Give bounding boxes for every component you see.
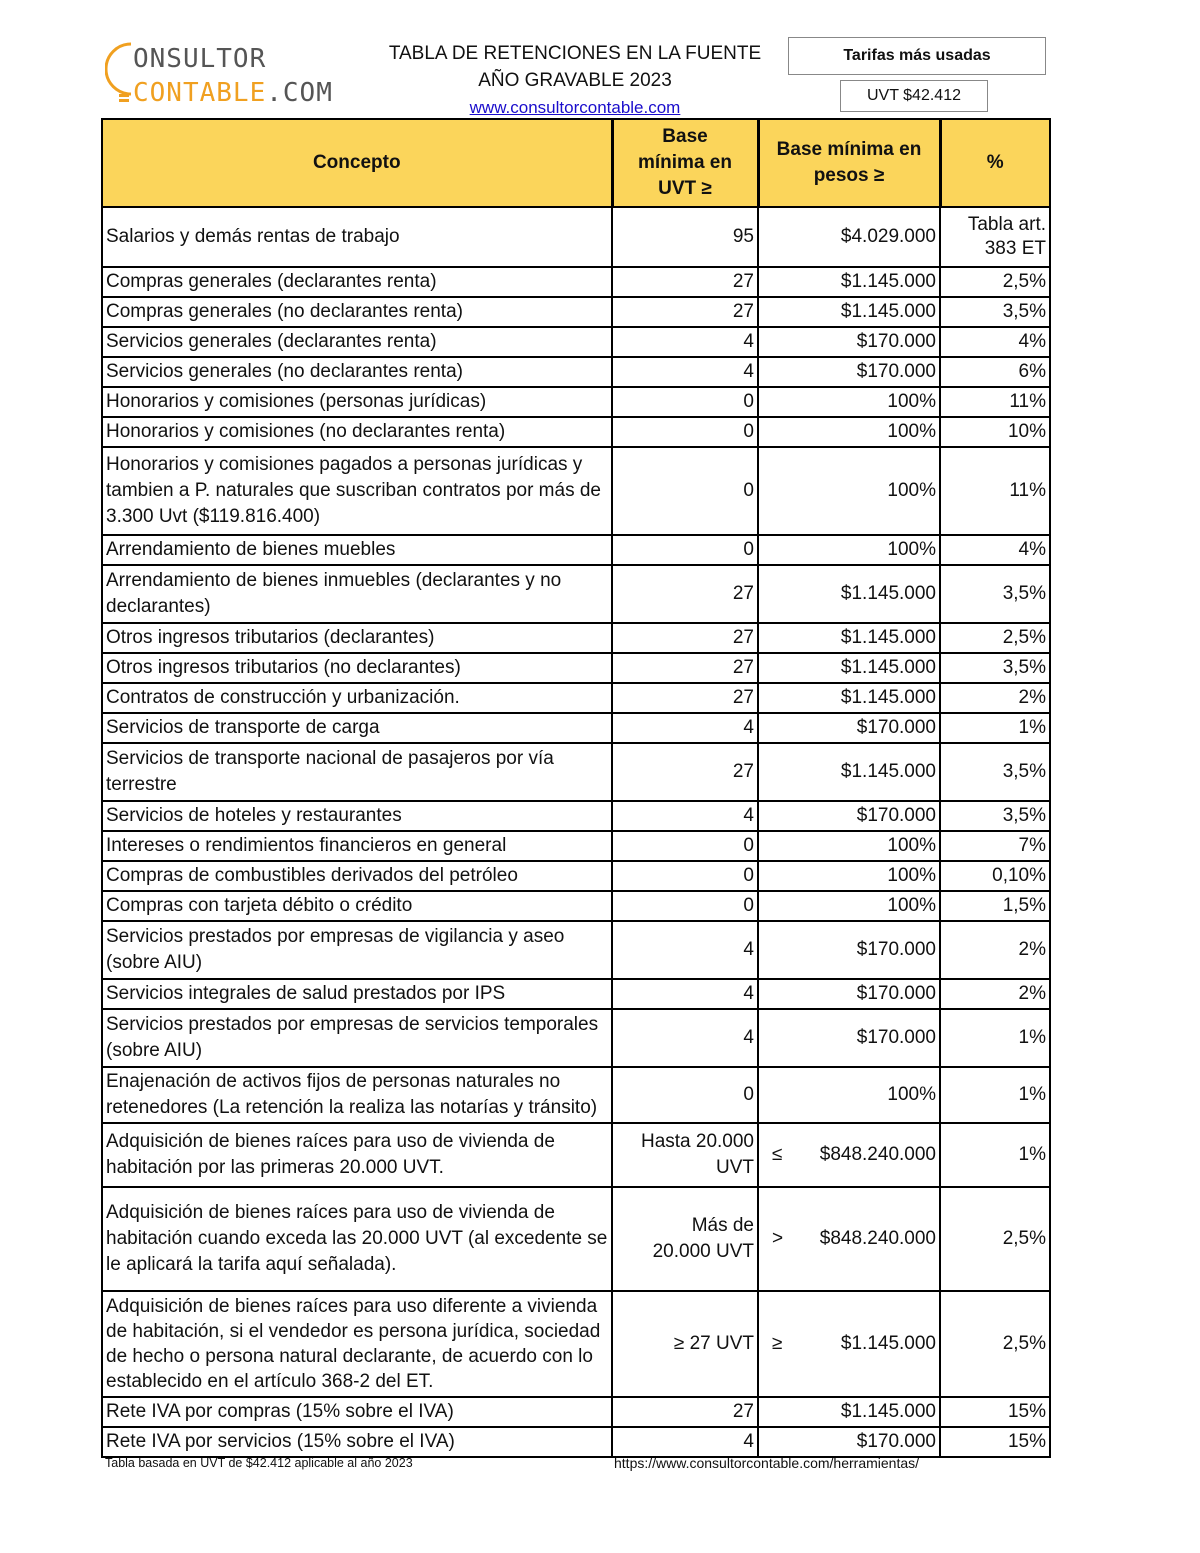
- title-line1: TABLA DE RETENCIONES EN LA FUENTE: [388, 43, 762, 64]
- table-row: [102, 1427, 1050, 1457]
- cell-concepto: Servicios de transporte de carga: [102, 713, 612, 743]
- table-row: [102, 417, 1050, 447]
- cell-pct: 1,5%: [940, 891, 1050, 921]
- table-row: [102, 535, 1050, 565]
- cell-uvt: 4: [612, 1427, 758, 1457]
- cell-pct: 6%: [940, 357, 1050, 387]
- cell-pct: 2,5%: [940, 1187, 1050, 1291]
- cell-concepto: Arrendamiento de bienes inmuebles (declarantes y no declarantes): [102, 565, 612, 623]
- table-row: [102, 623, 1050, 653]
- cell-concepto: Servicios prestados por empresas de servicios temporales (sobre AIU): [102, 1009, 612, 1067]
- cell-concepto: Servicios de transporte nacional de pasajeros por vía terrestre: [102, 743, 612, 801]
- table-row: [102, 743, 1050, 801]
- table-row: [102, 1067, 1050, 1123]
- table-row: [102, 1123, 1050, 1187]
- cell-pct: 1%: [940, 713, 1050, 743]
- table-row: [102, 387, 1050, 417]
- table-row: [102, 979, 1050, 1009]
- cell-pesos-value: $848.240.000: [819, 1228, 936, 1249]
- table-row: [102, 921, 1050, 979]
- cell-pct: 2%: [940, 921, 1050, 979]
- cell-concepto: Compras generales (declarantes renta): [102, 267, 612, 297]
- table-row: [102, 565, 1050, 623]
- cell-concepto: Honorarios y comisiones (personas jurídicas): [102, 387, 612, 417]
- cell-concepto: Compras de combustibles derivados del petróleo: [102, 861, 612, 891]
- cell-pesos: $1.145.000: [758, 623, 940, 653]
- cell-pesos: 100%: [758, 387, 940, 417]
- cell-concepto: Enajenación de activos fijos de personas naturales no retenedores (La retención la realiza las notarías y tránsito): [102, 1067, 612, 1123]
- cell-pesos: $170.000: [758, 979, 940, 1009]
- cell-pesos: 100%: [758, 891, 940, 921]
- table-row: [102, 357, 1050, 387]
- cell-pesos: $4.029.000: [758, 207, 940, 267]
- cell-pesos: 100%: [758, 1067, 940, 1123]
- cell-pesos: $170.000: [758, 801, 940, 831]
- cell-pesos: $1.145.000: [758, 653, 940, 683]
- cell-symbol: ≤: [772, 1144, 783, 1165]
- cell-uvt: 27: [612, 683, 758, 713]
- col-header-base-pesos: Base mínima en pesos ≥: [758, 119, 940, 207]
- cell-concepto: Contratos de construcción y urbanización.: [102, 683, 612, 713]
- table-row: [102, 801, 1050, 831]
- cell-uvt: 27: [612, 1397, 758, 1427]
- cell-pct: 0,10%: [940, 861, 1050, 891]
- cell-uvt: 27: [612, 267, 758, 297]
- website-link[interactable]: www.consultorcontable.com: [469, 98, 681, 117]
- cell-concepto: Servicios generales (declarantes renta): [102, 327, 612, 357]
- cell-uvt: 27: [612, 623, 758, 653]
- cell-uvt: ≥ 27 UVT: [612, 1291, 758, 1397]
- cell-pesos: $1.145.000: [758, 683, 940, 713]
- cell-pct: 3,5%: [940, 565, 1050, 623]
- cell-pesos: [758, 1187, 940, 1291]
- cell-pct: 3,5%: [940, 653, 1050, 683]
- cell-pesos: 100%: [758, 417, 940, 447]
- cell-pesos-value: $848.240.000: [819, 1144, 936, 1165]
- cell-concepto: Compras generales (no declarantes renta): [102, 297, 612, 327]
- table-row: [102, 297, 1050, 327]
- cell-pct: Tabla art. 383 ET: [940, 207, 1050, 267]
- cell-concepto: Adquisición de bienes raíces para uso de vivienda de habitación por las primeras 20.000 UVT.: [102, 1123, 612, 1187]
- cell-concepto: Adquisición de bienes raíces para uso de vivienda de habitación cuando exceda las 20.000 UVT (al excedente se le aplicará la tarifa aquí señalada).: [102, 1187, 612, 1291]
- cell-uvt: 27: [612, 653, 758, 683]
- cell-pct: 1%: [940, 1067, 1050, 1123]
- cell-uvt: 4: [612, 921, 758, 979]
- cell-pesos-value: $1.145.000: [840, 1333, 936, 1354]
- cell-concepto: Otros ingresos tributarios (no declarantes): [102, 653, 612, 683]
- cell-uvt: 27: [612, 297, 758, 327]
- cell-pct: 15%: [940, 1397, 1050, 1427]
- cell-uvt: 4: [612, 357, 758, 387]
- cell-pct: 3,5%: [940, 801, 1050, 831]
- cell-pesos: $1.145.000: [758, 297, 940, 327]
- cell-concepto: Intereses o rendimientos financieros en general: [102, 831, 612, 861]
- cell-concepto: Rete IVA por compras (15% sobre el IVA): [102, 1397, 612, 1427]
- cell-uvt: 0: [612, 891, 758, 921]
- cell-pesos: $1.145.000: [758, 565, 940, 623]
- cell-pesos: $170.000: [758, 713, 940, 743]
- cell-pct: 11%: [940, 387, 1050, 417]
- cell-uvt: 4: [612, 327, 758, 357]
- cell-pesos: $1.145.000: [758, 743, 940, 801]
- table-row: [102, 207, 1050, 267]
- table-row: [102, 447, 1050, 535]
- cell-uvt: 4: [612, 713, 758, 743]
- tarifas-box: Tarifas más usadas: [788, 37, 1046, 75]
- cell-pct: 4%: [940, 327, 1050, 357]
- cell-pct: 2,5%: [940, 1291, 1050, 1397]
- table-row: [102, 1009, 1050, 1067]
- cell-pesos: [758, 1123, 940, 1187]
- cell-uvt: 0: [612, 387, 758, 417]
- cell-uvt: 0: [612, 1067, 758, 1123]
- cell-concepto: Otros ingresos tributarios (declarantes): [102, 623, 612, 653]
- cell-concepto: Rete IVA por servicios (15% sobre el IVA): [102, 1427, 612, 1457]
- table-row: [102, 327, 1050, 357]
- col-header-base-uvt: Base mínima en UVT ≥: [612, 119, 758, 207]
- table-row: [102, 891, 1050, 921]
- cell-pct: 2%: [940, 979, 1050, 1009]
- cell-concepto: Servicios generales (no declarantes renta): [102, 357, 612, 387]
- cell-pct: 3,5%: [940, 743, 1050, 801]
- cell-uvt: Más de 20.000 UVT: [612, 1187, 758, 1291]
- table-row: [102, 831, 1050, 861]
- cell-uvt: 4: [612, 801, 758, 831]
- table-row: [102, 861, 1050, 891]
- footer-note: Tabla basada en UVT de $42.412 aplicable al año 2023: [105, 1456, 413, 1470]
- table-row: [102, 1397, 1050, 1427]
- cell-pesos: 100%: [758, 447, 940, 535]
- cell-pesos: 100%: [758, 861, 940, 891]
- cell-uvt: 4: [612, 1009, 758, 1067]
- cell-concepto: Servicios de hoteles y restaurantes: [102, 801, 612, 831]
- col-header-pct: %: [940, 119, 1050, 207]
- cell-uvt: 0: [612, 861, 758, 891]
- cell-concepto: Arrendamiento de bienes muebles: [102, 535, 612, 565]
- footer-link[interactable]: https://www.consultorcontable.com/herramientas/: [614, 1455, 920, 1471]
- col-header-concepto: Concepto: [102, 119, 612, 207]
- cell-pct: 1%: [940, 1009, 1050, 1067]
- cell-uvt: 0: [612, 831, 758, 861]
- page-title: [360, 40, 790, 121]
- cell-pct: 2%: [940, 683, 1050, 713]
- cell-pct: 7%: [940, 831, 1050, 861]
- cell-symbol: ≥: [772, 1333, 783, 1354]
- cell-concepto: Honorarios y comisiones (no declarantes renta): [102, 417, 612, 447]
- cell-pesos: $1.145.000: [758, 267, 940, 297]
- cell-uvt: 0: [612, 535, 758, 565]
- retention-table: [101, 118, 1051, 1458]
- cell-pct: 3,5%: [940, 297, 1050, 327]
- logo: [103, 34, 353, 114]
- title-line2: AÑO GRAVABLE 2023: [478, 70, 672, 91]
- cell-uvt: 4: [612, 979, 758, 1009]
- cell-pct: 2,5%: [940, 623, 1050, 653]
- table-row: [102, 267, 1050, 297]
- cell-concepto: Adquisición de bienes raíces para uso diferente a vivienda de habitación, si el vendedor es persona jurídica, sociedad de hecho o persona natural declarante, de acuerdo con lo establecido en el artículo 368-2 del ET.: [102, 1291, 612, 1397]
- cell-pesos: $170.000: [758, 921, 940, 979]
- cell-symbol: >: [772, 1228, 784, 1249]
- cell-uvt: 27: [612, 743, 758, 801]
- table-row: [102, 1291, 1050, 1397]
- cell-uvt: 0: [612, 447, 758, 535]
- uvt-box: UVT $42.412: [840, 80, 988, 112]
- cell-concepto: Servicios integrales de salud prestados por IPS: [102, 979, 612, 1009]
- cell-uvt: Hasta 20.000 UVT: [612, 1123, 758, 1187]
- logo-line1: ONSULTOR: [133, 44, 267, 74]
- cell-concepto: Compras con tarjeta débito o crédito: [102, 891, 612, 921]
- cell-pesos: [758, 1291, 940, 1397]
- cell-concepto: Servicios prestados por empresas de vigilancia y aseo (sobre AIU): [102, 921, 612, 979]
- table-row: [102, 713, 1050, 743]
- cell-concepto: Honorarios y comisiones pagados a personas jurídicas y tambien a P. naturales que suscriban contratos por más de 3.300 Uvt ($119.816.400): [102, 447, 612, 535]
- logo-line2: CONTABLE.COM: [133, 78, 333, 108]
- cell-pesos: 100%: [758, 535, 940, 565]
- table-row: [102, 653, 1050, 683]
- cell-uvt: 27: [612, 565, 758, 623]
- cell-pesos: $170.000: [758, 357, 940, 387]
- cell-pct: 15%: [940, 1427, 1050, 1457]
- cell-pesos: 100%: [758, 831, 940, 861]
- cell-uvt: 95: [612, 207, 758, 267]
- cell-concepto: Salarios y demás rentas de trabajo: [102, 207, 612, 267]
- cell-pct: 11%: [940, 447, 1050, 535]
- table-header-row: [102, 119, 1050, 207]
- cell-uvt: 0: [612, 417, 758, 447]
- table-row: [102, 1187, 1050, 1291]
- cell-pesos: $170.000: [758, 1427, 940, 1457]
- cell-pct: 10%: [940, 417, 1050, 447]
- cell-pct: 1%: [940, 1123, 1050, 1187]
- cell-pesos: $170.000: [758, 1009, 940, 1067]
- table-row: [102, 683, 1050, 713]
- cell-pct: 2,5%: [940, 267, 1050, 297]
- cell-pesos: $170.000: [758, 327, 940, 357]
- cell-pct: 4%: [940, 535, 1050, 565]
- cell-pesos: $1.145.000: [758, 1397, 940, 1427]
